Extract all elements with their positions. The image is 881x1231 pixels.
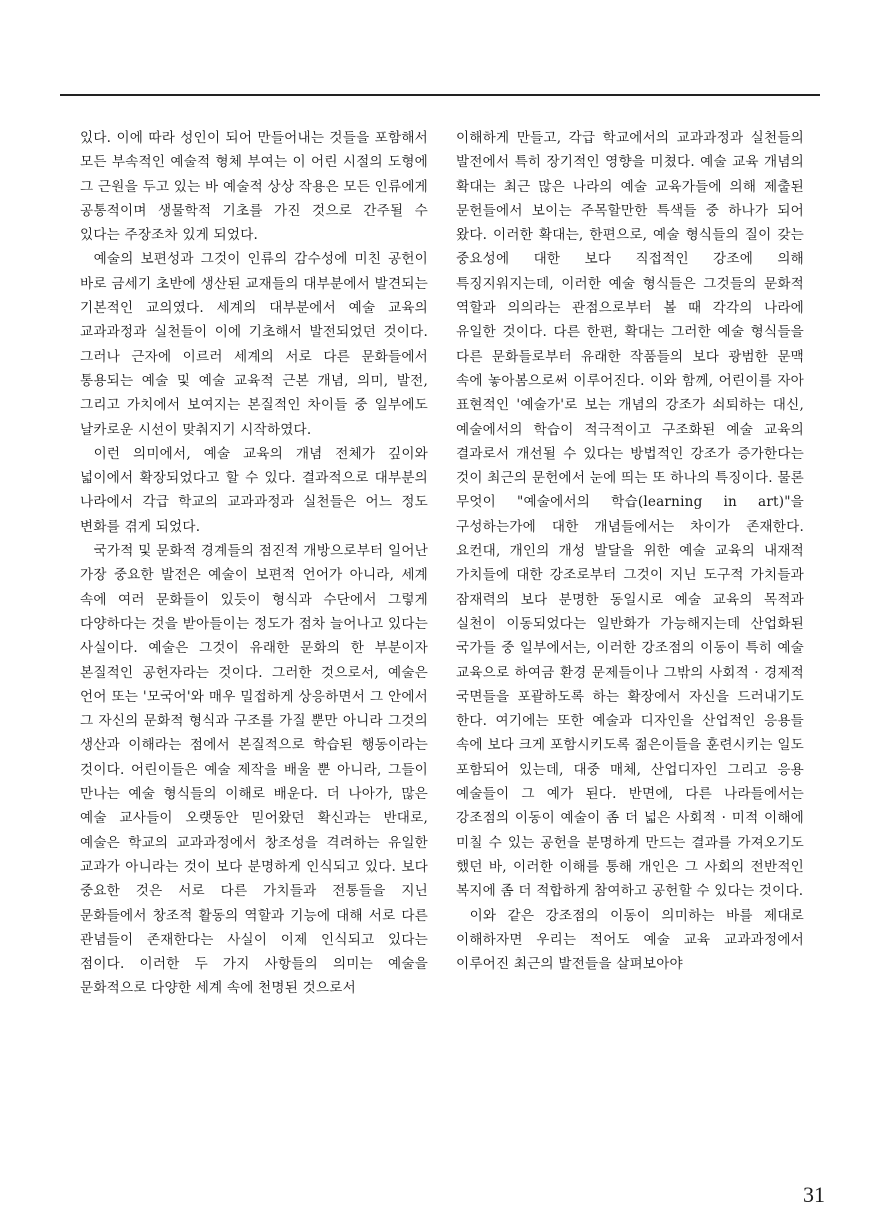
page-number: 31 bbox=[803, 1182, 825, 1207]
left-column bbox=[80, 126, 428, 1001]
right-column bbox=[456, 126, 804, 976]
paragraph: 예술의 보편성과 그것이 인류의 감수성에 미친 공헌이 바로 금세기 초반에 생산된 교재들의 대부분에서 발견되는 기본적인 교의였다. 세계의 대부분에서 예술 교육의 교과과정과 실천들이 이에 기초해서 발전되었던 것이다. 그러나 근자에 이르러 세계의 서로 다른 문화들에서 통용되는 예술 및 예술 교육적 근본 개념, 의미, 발전, 그리고 가치에서 보여지는 본질적인 차이들 중 일부에도 날카로운 시선이 맞춰지기 시작하였다. bbox=[80, 251, 428, 438]
paragraph: 국가적 및 문화적 경계들의 점진적 개방으로부터 일어난 가장 중요한 발전은 예술이 보편적 언어가 아니라, 세계 속에 여러 문화들이 있듯이 형식과 수단에서 그렇게 다양하다는 것을 받아들이는 정도가 점차 늘어나고 있다는 사실이다. 예술은 그것이 유래한 문화의 한 부분이자 본질적인 공헌자라는 것이다. 그러한 것으로서, 예술은 언어 또는 '모국어'와 매우 밀접하게 상응하면서 그 안에서 그 자신의 문화적 형식과 구조를 가질 뿐만 아니라 그것의 생산과 이해라는 점에서 본질적으로 학습된 행동이라는 것이다. 어린이들은 예술 제작을 배울 뿐 아니라, 그들이 만나는 예술 형식들의 이해로 배운다. 더 나아가, 많은 예술 교사들이 오랫동안 믿어왔던 확신과는 반대로, 예술은 학교의 교과과정에서 창조성을 격려하는 유일한 교과가 아니라는 것이 보다 분명하게 인식되고 있다. 보다 중요한 것은 서로 다른 가치들과 전통들을 지닌 문화들에서 창조적 활동의 역할과 기능에 대해 서로 다른 관념들이 존재한다는 사실이 이제 인식되고 있다는 점이다. 이러한 두 가지 사항들의 의미는 예술을 문화적으로 다양한 세계 속에 천명된 것으로서 bbox=[80, 543, 428, 997]
paragraph: 있다. 이에 따라 성인이 되어 만들어내는 것들을 포함해서 모든 부속적인 예술적 형체 부여는 이 어린 시절의 도형에 그 근원을 두고 있는 바 예술적 상상 작용은 모든 인류에게 공통적이며 생물학적 기초를 가진 것으로 간주될 수 있다는 주장조차 있게 되었다. bbox=[80, 130, 428, 244]
paragraph: 이해하게 만들고, 각급 학교에서의 교과과정과 실천들의 발전에서 특히 장기적인 영향을 미쳤다. 예술 교육 개념의 확대는 최근 많은 나라의 예술 교육가들에 의해 제출된 문헌들에서 보이는 주목할만한 특색들 중 하나가 되어 왔다. 이러한 확대는, 한편으로, 예술 형식들의 질이 갖는 중요성에 대한 보다 직접적인 강조에 의해 특징지워지는데, 이러한 예술 형식들은 그것들의 문화적 역할과 의의라는 관점으로부터 볼 때 각각의 나라에 유일한 것이다. 다른 한편, 확대는 그러한 예술 형식들을 다른 문화들로부터 유래한 작품들의 보다 광범한 문맥 속에 놓아봄으로써 이루어진다. 이와 함께, 어린이를 자아 표현적인 '예술가'로 보는 개념의 강조가 쇠퇴하는 대신, 예술에서의 학습이 적극적이고 구조화된 예술 교육의 결과로서 개선될 수 있다는 방법적인 강조가 증가한다는 것이 최근의 문헌에서 눈에 띄는 또 하나의 특징이다. 물론 무엇이 "예술에서의 학습(learning in art)"을 구성하는가에 대한 개념들에서는 차이가 존재한다. 요컨대, 개인의 개성 발달을 위한 예술 교육의 내재적 가치들에 대한 강조로부터 그것이 지닌 도구적 가치들과 잠재력의 보다 분명한 동일시로 예술 교육의 목적과 실천이 이동되었다는 일반화가 가능해지는데 산업화된 국가들 중 일부에서는, 이러한 강조점의 이동이 특히 예술 교육으로 하여금 환경 문제들이나 그밖의 사회적 · 경제적 국면들을 포괄하도록 하는 확장에서 자신을 드러내기도 한다. 여기에는 또한 예술과 디자인을 산업적인 응용들 속에 보다 크게 포함시키도록 젊은이들을 훈련시키는 일도 포함되어 있는데, 대중 매체, 산업디자인 그리고 응용 예술들이 그 예가 된다. 반면에, 다른 나라들에서는 강조점의 이동이 예술이 좀 더 넓은 사회적 · 미적 이해에 미칠 수 있는 공헌을 분명하게 만드는 결과를 가져오기도 했던 바, 이러한 이해를 통해 개인은 그 사회의 전반적인 복지에 좀 더 적합하게 참여하고 공헌할 수 있다는 것이다. bbox=[456, 130, 804, 900]
paragraph: 이런 의미에서, 예술 교육의 개념 전체가 깊이와 넓이에서 확장되었다고 할 수 있다. 결과적으로 대부분의 나라에서 각급 학교의 교과과정과 실천들은 어느 정도 변화를 겪게 되었다. bbox=[80, 445, 428, 535]
paragraph: 이와 같은 강조점의 이동이 의미하는 바를 제대로 이해하자면 우리는 적어도 예술 교육 교과과정에서 이루어진 최근의 발전들을 살펴보아야 bbox=[456, 907, 804, 973]
header-rule bbox=[60, 94, 820, 96]
